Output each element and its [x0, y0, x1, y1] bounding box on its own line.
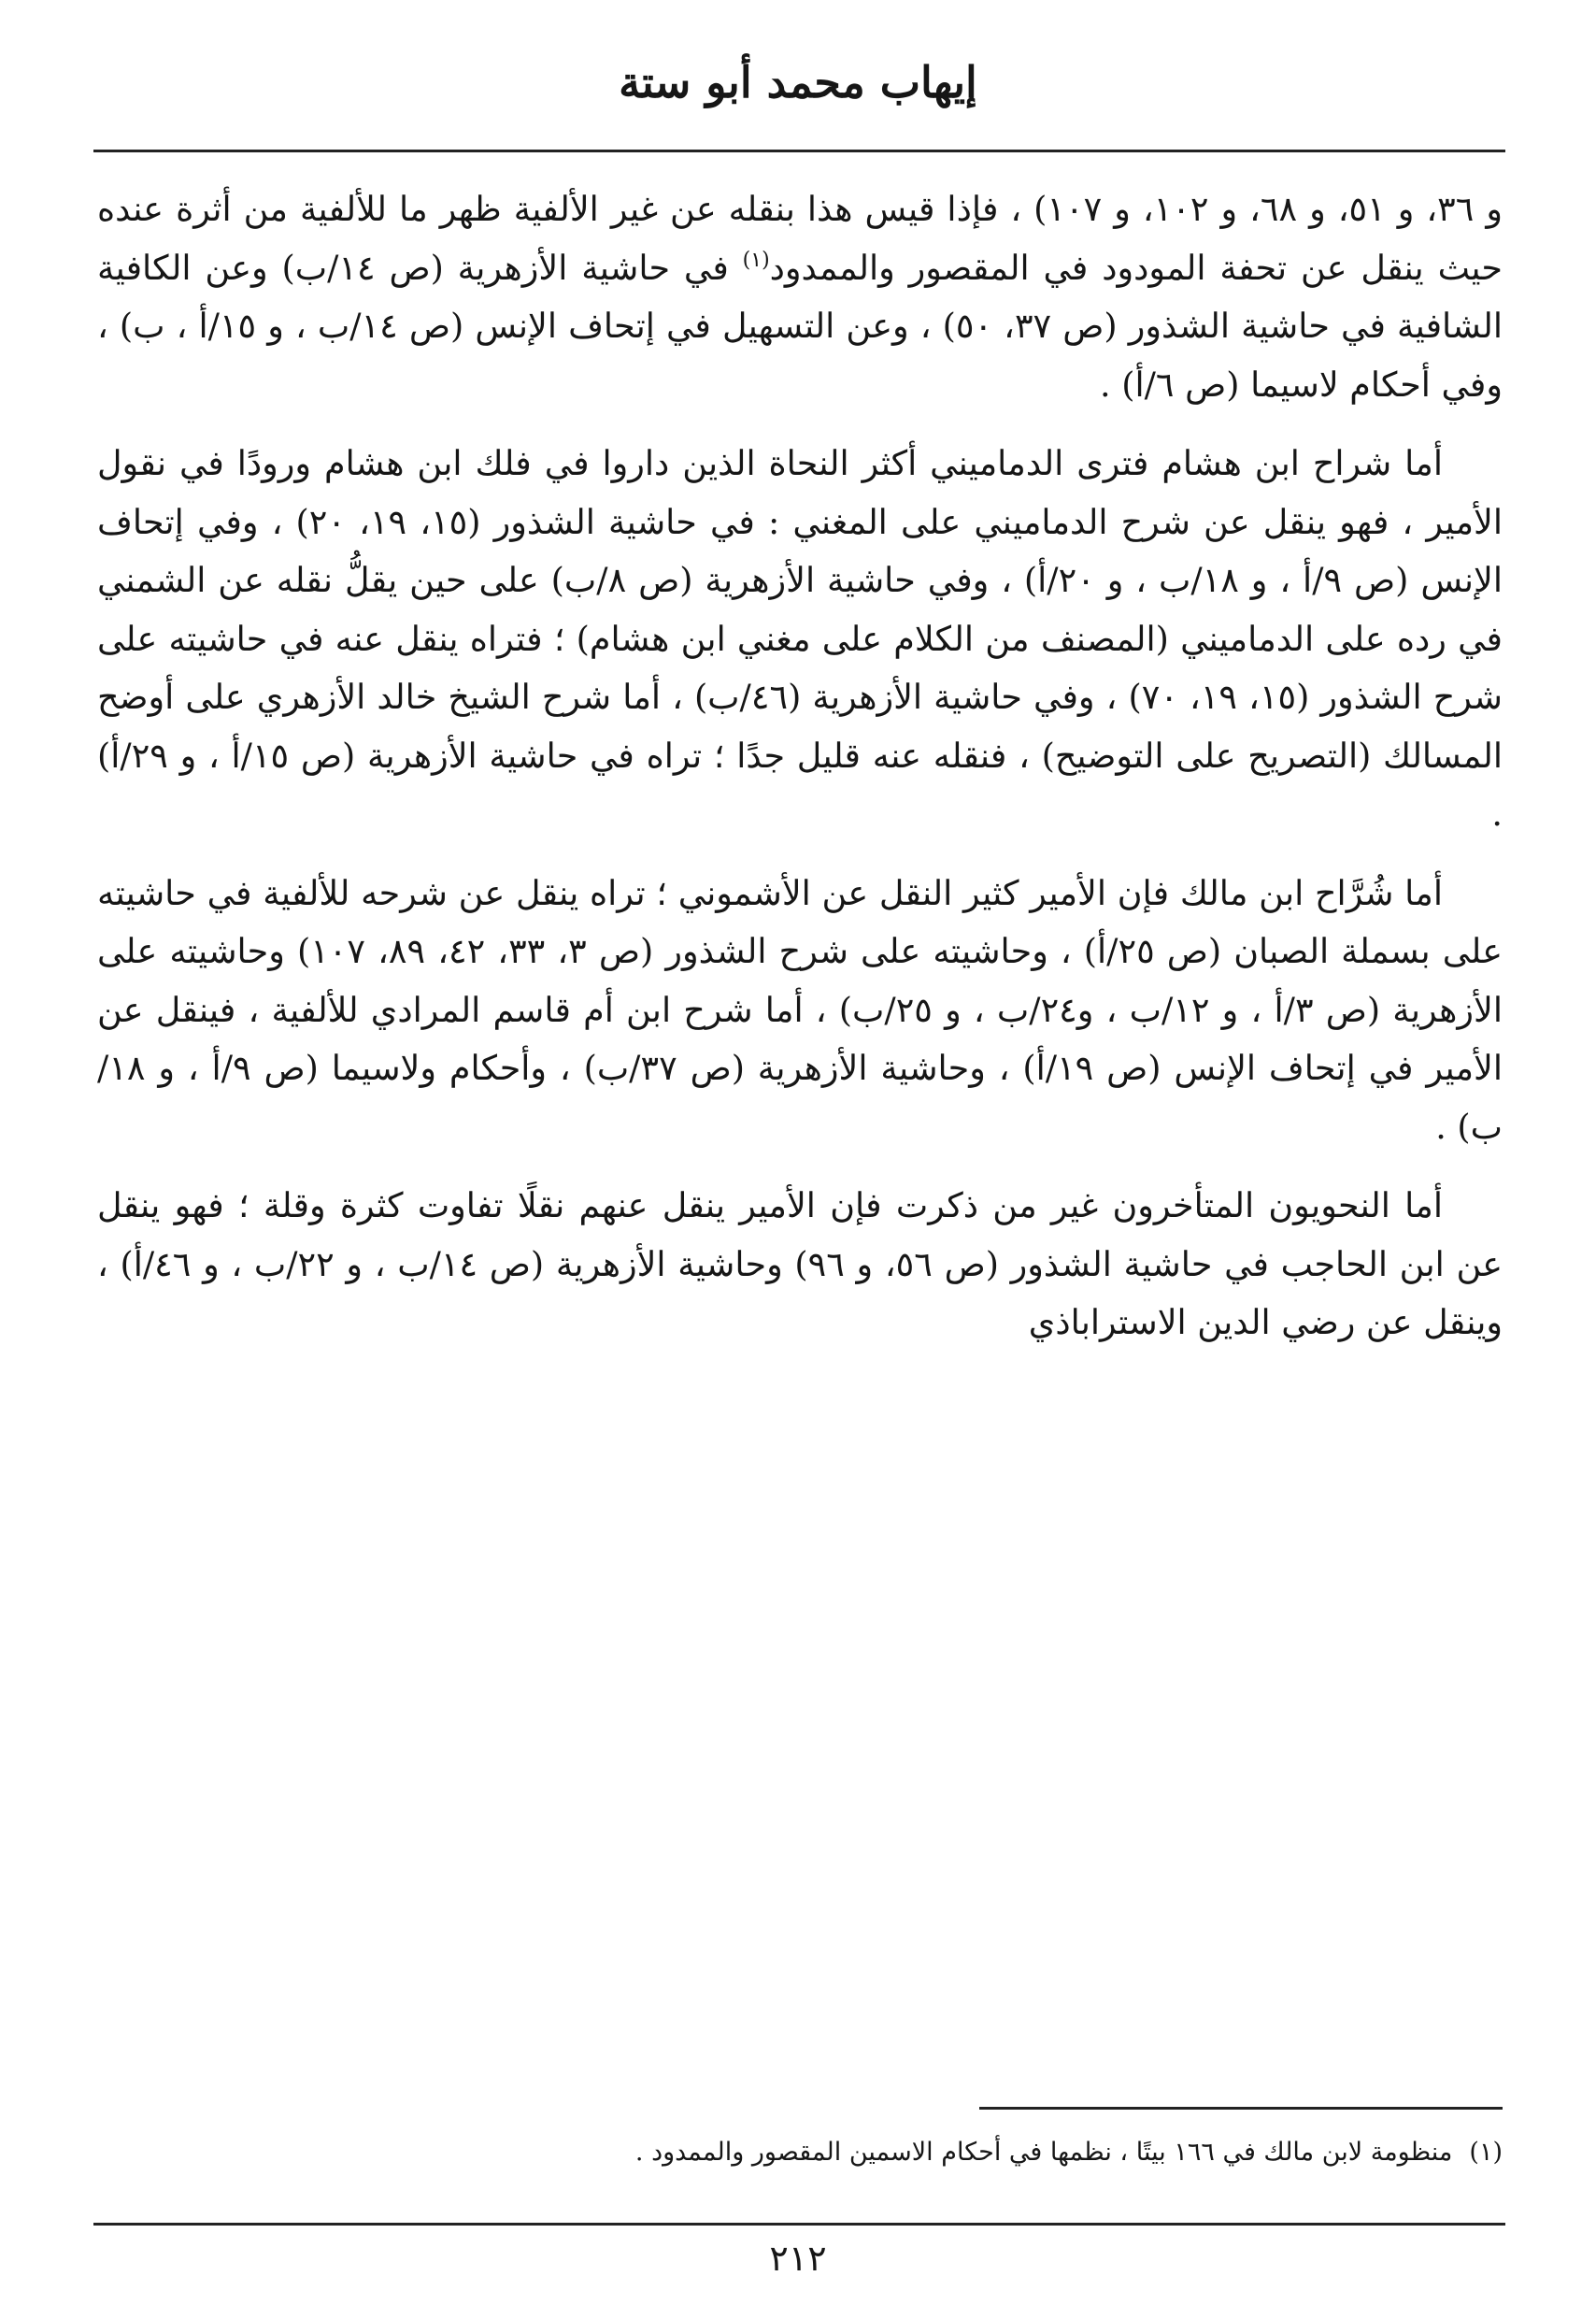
footnote-1: [97, 2136, 1503, 2169]
footnote-text: منظومة لابن مالك في ١٦٦ بيتًا ، نظمها في أحكام الاسمين المقصور والممدود .: [634, 2138, 1453, 2167]
main-text: [97, 180, 1503, 1373]
footer-rule: [93, 2223, 1505, 2226]
running-head-author: إيهاب محمد أبو ستة: [619, 57, 977, 107]
page-number: ٢١٢: [769, 2238, 827, 2279]
paragraph-3: أما شُرَّاح ابن مالك فإن الأمير كثير النقل عن الأشموني ؛ تراه ينقل عن شرحه للألفية في حاشيته على بسملة الصبان (ص ٢٥/أ) ، وحاشيته على شرح الشذور (ص ٣، ٣٣، ٤٢، ٨٩، ١٠٧) وحاشيته على الأزهرية (ص ٣/أ ، و ١٢/ب ، و٢٤/ب ، و ٢٥/ب) ، أما شرح ابن أم قاسم المرادي للألفية ، فينقل عن الأمير في إتحاف الإنس (ص ١٩/أ) ، وحاشية الأزهرية (ص ٣٧/ب) ، وأحكام ولاسيما (ص ٩/أ ، و ١٨/ب) .: [97, 872, 1503, 1147]
paragraph-1-text-a: و ٣٦، و ٥١، و ٦٨، و ١٠٢، و ١٠٧) ، فإذا قيس هذا بنقله عن غير الألفية ظهر ما للألفية من أثرة عنده حيث ينقل عن تحفة المودود في المقصور والممدود: [97, 189, 1503, 288]
paragraph-2: أما شراح ابن هشام فترى الدماميني أكثر النحاة الذين داروا في فلك ابن هشام ورودًا في نقول الأمير ، فهو ينقل عن شرح الدماميني على المغني : في حاشية الشذور (١٥، ١٩، ٢٠) ، وفي إتحاف الإنس (ص ٩/أ ، و ١٨/ب ، و ٢٠/أ) ، وفي حاشية الأزهرية (ص ٨/ب) على حين يقلُّ نقله عن الشمني في رده على الدماميني (المصنف من الكلام على مغني ابن هشام) ؛ فتراه ينقل عنه في حاشيته على شرح الشذور (١٥، ١٩، ٧٠) ، وفي حاشية الأزهرية (٤٦/ب) ، أما شرح الشيخ خالد الأزهري على أوضح المسالك (التصريح على التوضيح) ، فنقله عنه قليل جدًا ؛ تراه في حاشية الأزهرية (ص ١٥/أ ، و ٢٩/أ) .: [97, 443, 1503, 834]
paragraph-1-text-b: في حاشية الأزهرية (ص ١٤/ب) وعن الكافية الشافية في حاشية الشذور (ص ٣٧، ٥٠) ، وعن التسهيل في إتحاف الإنس (ص ١٤/ب ، و ١٥/أ ، ب) ، وفي أحكام لاسيما (ص ٦/أ) .: [97, 247, 1503, 405]
paragraph-1: [97, 180, 1503, 414]
header-rule: [93, 150, 1505, 152]
footnote-marker: (١): [1469, 2138, 1503, 2167]
footnote-reference-1: (١): [742, 248, 770, 272]
paragraph-4: أما النحويون المتأخرون غير من ذكرت فإن الأمير ينقل عنهم نقلًا تفاوت كثرة وقلة ؛ فهو ينقل عن ابن الحاجب في حاشية الشذور (ص ٥٦، و ٩٦) وحاشية الأزهرية (ص ١٤/ب ، و ٢٢/ب ، و ٤٦/أ) ، وينقل عن رضي الدين الاستراباذي: [97, 1185, 1503, 1342]
footnote-rule: [979, 2107, 1503, 2110]
